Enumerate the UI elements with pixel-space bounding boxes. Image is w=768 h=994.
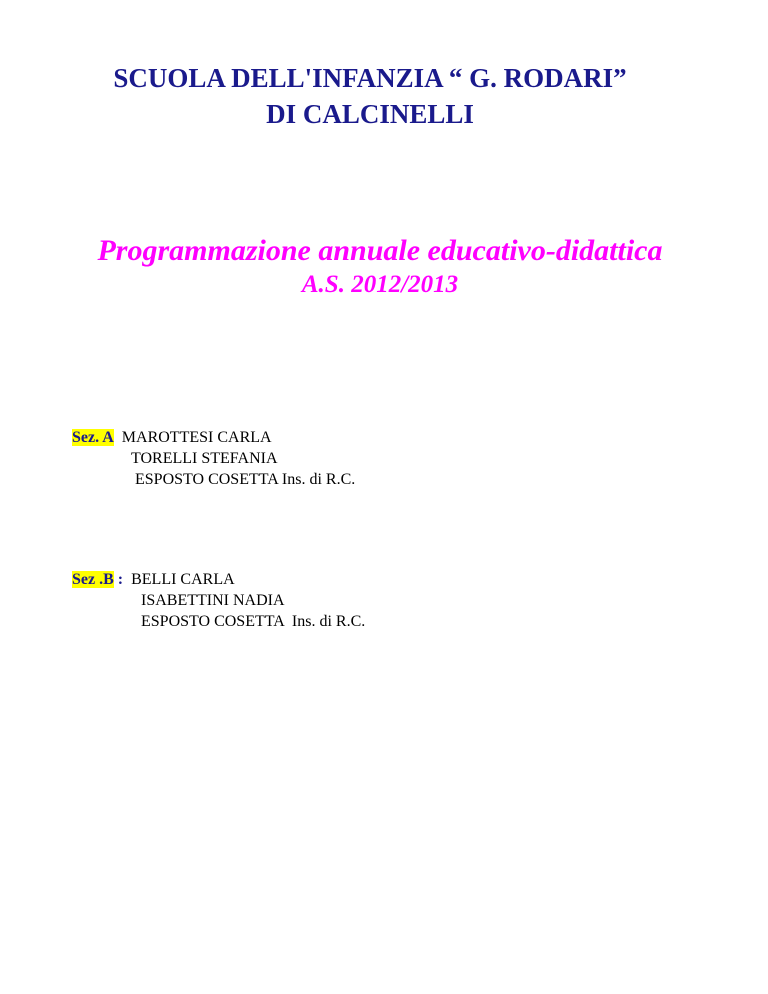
- school-name: SCUOLA DELL'INFANZIA “ G. RODARI”: [113, 63, 627, 93]
- section-b-label: Sez .B: [72, 571, 114, 588]
- school-location: DI CALCINELLI: [266, 99, 474, 129]
- section-a: [72, 427, 355, 490]
- program-title: Programmazione annuale educativo-didattica: [97, 234, 663, 267]
- school-header: [0, 60, 740, 132]
- section-a-teacher: TORELLI STEFANIA: [131, 450, 278, 467]
- school-year: A.S. 2012/2013: [301, 271, 459, 298]
- section-b-teacher: ISABETTINI NADIA: [141, 592, 285, 609]
- section-b: [72, 569, 365, 632]
- section-b-teacher: ESPOSTO COSETTA Ins. di R.C.: [141, 613, 366, 630]
- section-a-label: Sez. A: [72, 429, 114, 446]
- section-b-separator: :: [117, 571, 124, 588]
- section-a-teacher: MAROTTESI CARLA: [121, 429, 272, 446]
- section-b-teacher: BELLI CARLA: [131, 571, 235, 588]
- program-header: [0, 232, 760, 300]
- section-a-teacher: ESPOSTO COSETTA Ins. di R.C.: [135, 471, 356, 488]
